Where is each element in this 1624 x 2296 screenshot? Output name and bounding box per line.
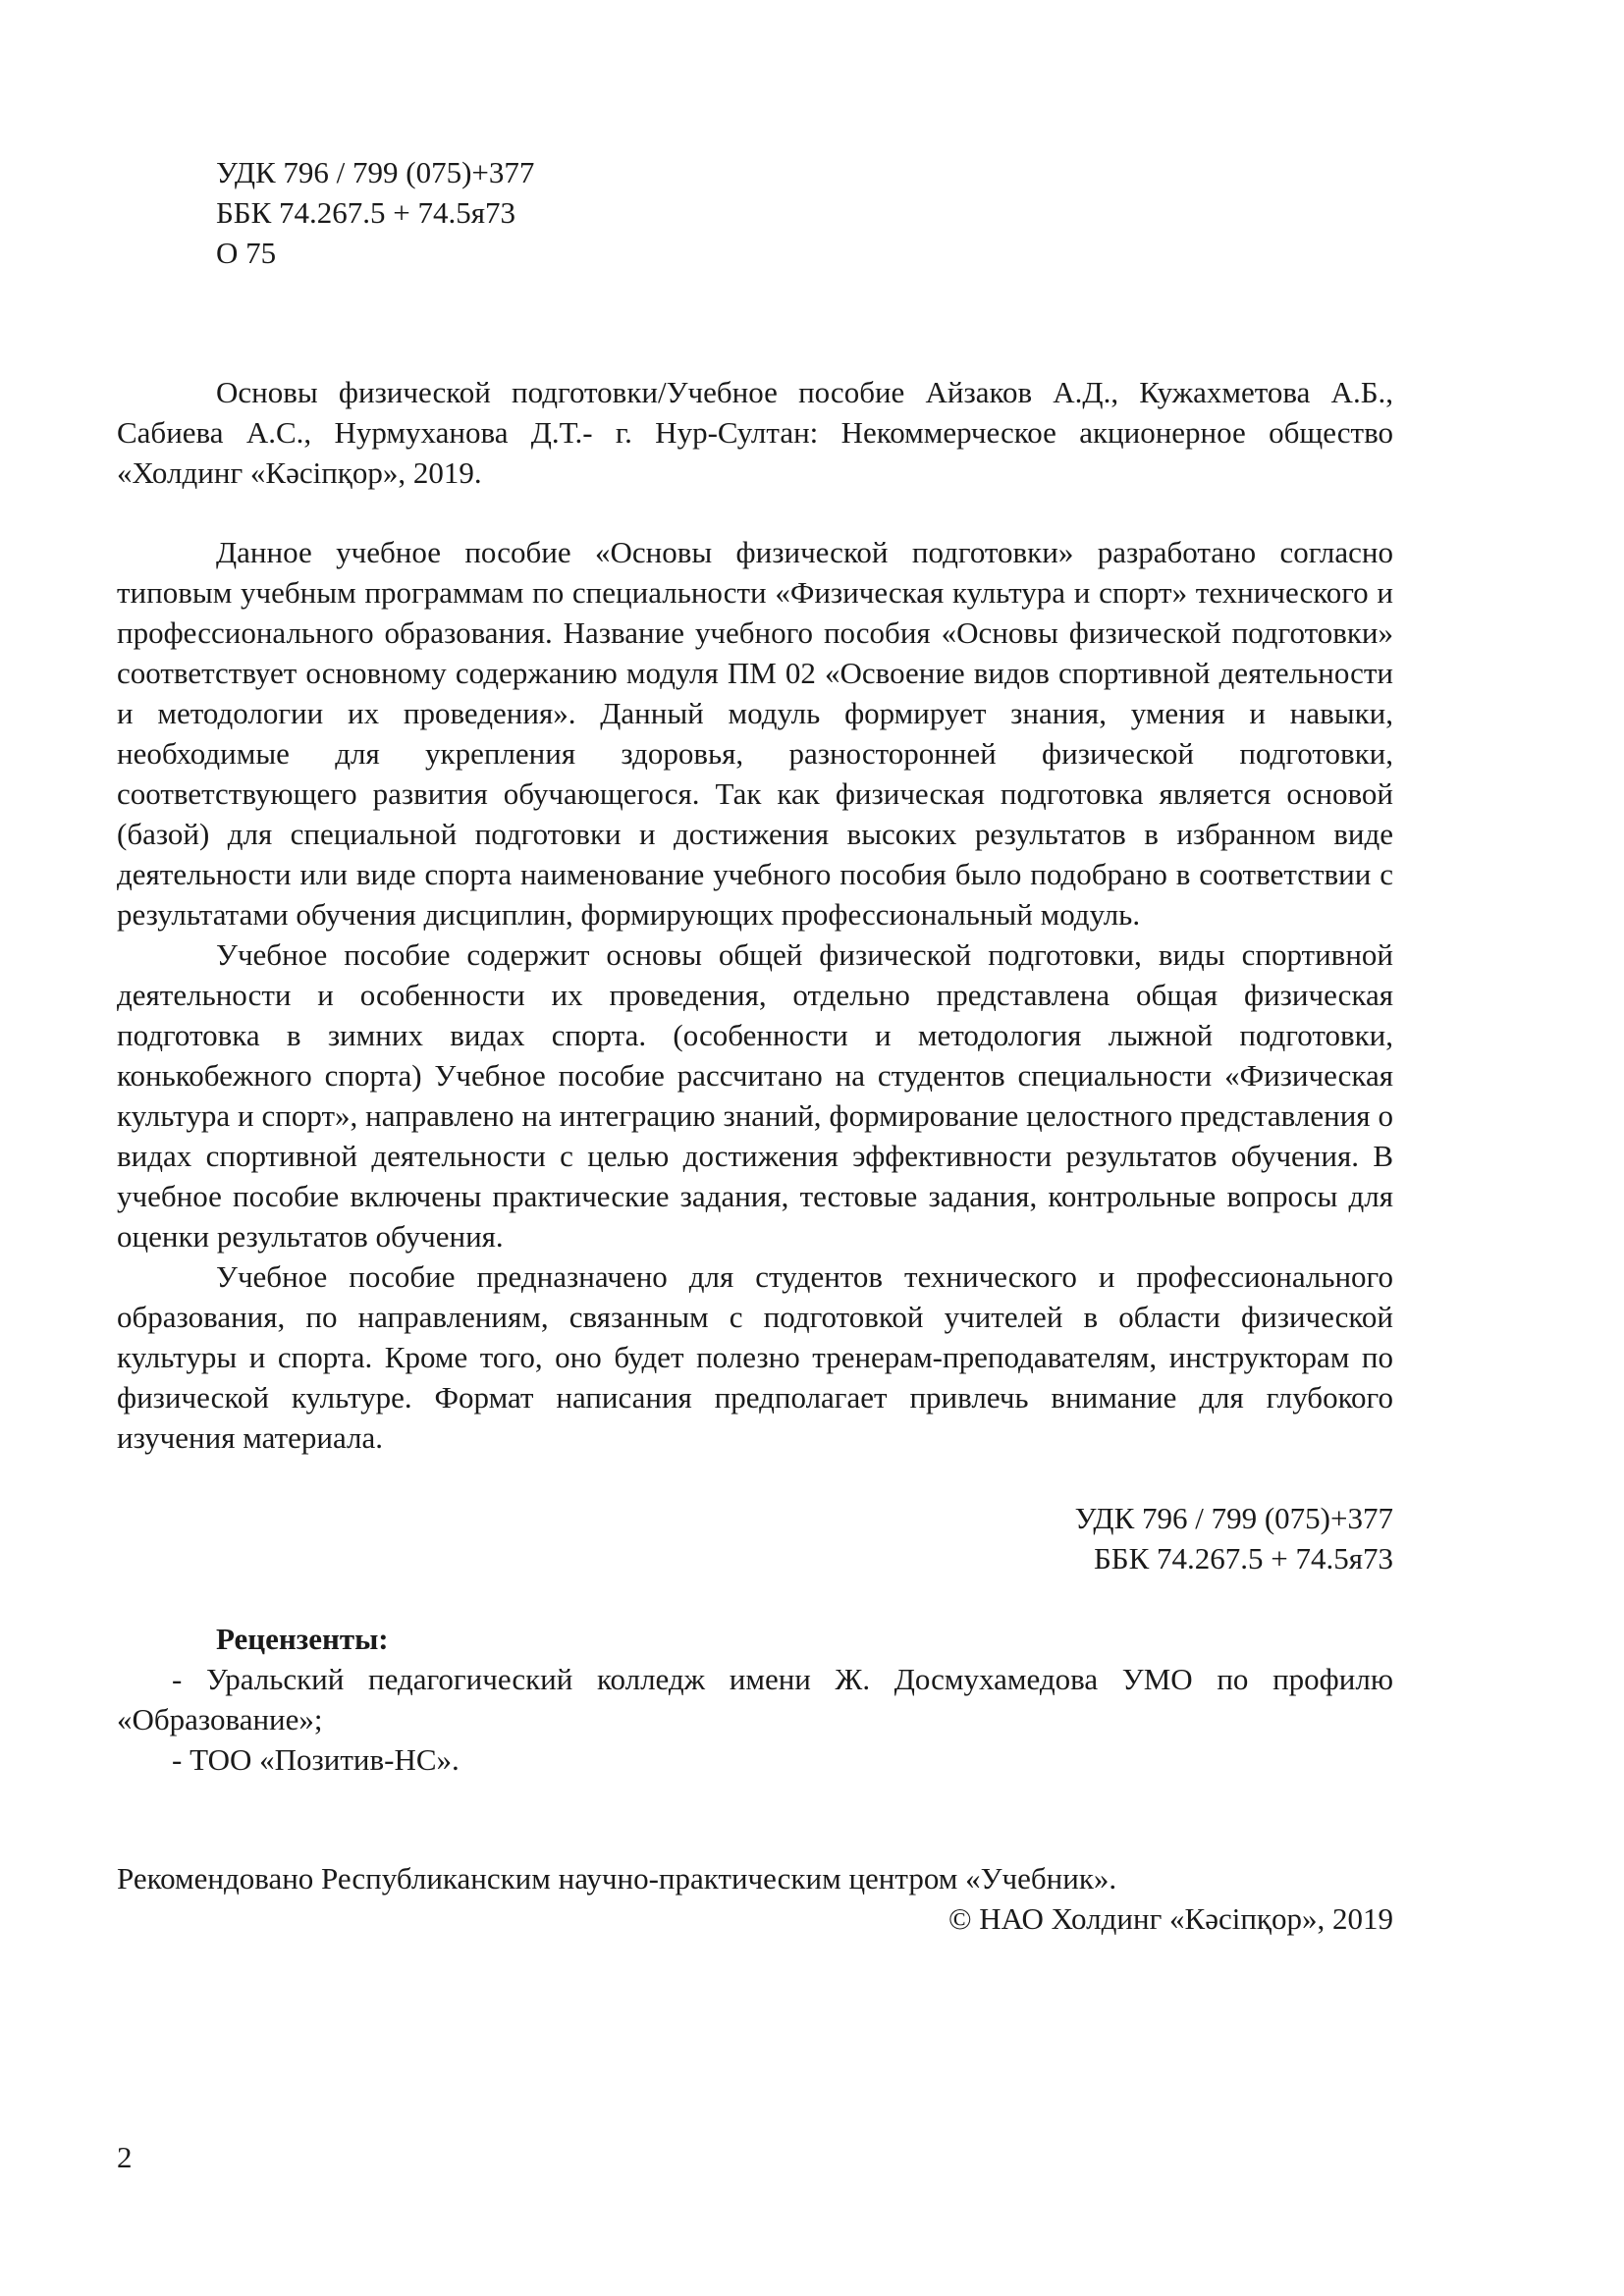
bibliographic-citation: Основы физической подготовки/Учебное пособие Айзаков А.Д., Кужахметова А.Б., Сабиева А.С., Нурмуханова Д.Т.- г. Нур-Султан: Некоммерческое акционерное общество «Холдинг «Кәсіпқор», 2019. — [117, 375, 1393, 490]
copyright-note: © НАО Холдинг «Кәсіпқор», 2019 — [947, 1901, 1393, 1936]
bbk-code-repeat: ББК 74.267.5 + 74.5я73 — [1093, 1541, 1393, 1575]
bbk-code: ББК 74.267.5 + 74.5я73 — [216, 195, 516, 230]
reviewer-item: - Уральский педагогический колледж имени Ж. Досмухамедова УМО по профилю «Образование»; — [117, 1662, 1393, 1736]
page-number: 2 — [117, 2140, 133, 2174]
author-mark: О 75 — [216, 236, 277, 270]
reviewers-section — [117, 1619, 1393, 1780]
classification-codes-repeat — [117, 1498, 1393, 1578]
annotation-paragraph: Данное учебное пособие «Основы физической подготовки» разработано согласно типовым учебным программам по специальности «Физическая культура и спорт» технического и профессионального образования. Название учебного пособия «Основы физической подготовки» соответствует основному содержанию модуля ПМ 02 «Освоение видов спортивной деятельности и методологии их проведения». Данный модуль формирует знания, умения и навыки, необходимые для укрепления здоровья, разносторонней физической подготовки, соответствующего развития обучающегося. Так как физическая подготовка является основой (базой) для специальной подготовки и достижения высоких результатов в избранном виде деятельности или виде спорта наименование учебного пособия было подобрано в соответствии с результатами обучения дисциплин, формирующих профессиональный модуль. — [117, 535, 1393, 932]
annotation-paragraph: Учебное пособие предназначено для студентов технического и профессионального образования, по направлениям, связанным с подготовкой учителей в области физической культуры и спорта. Кроме того, оно будет полезно тренерам-преподавателям, инструкторам по физической культуре. Формат написания предполагает привлечь внимание для глубокого изучения материала. — [117, 1259, 1393, 1455]
annotation — [117, 532, 1393, 1458]
udk-code: УДК 796 / 799 (075)+377 — [216, 155, 535, 189]
document-page — [117, 152, 1393, 1939]
reviewer-item: - ТОО «Позитив-НС». — [172, 1742, 460, 1777]
annotation-paragraph: Учебное пособие содержит основы общей физической подготовки, виды спортивной деятельности и особенности их проведения, отдельно представлена общая физическая подготовка в зимних видах спорта. (особенности и методология лыжной подготовки, конькобежного спорта) Учебное пособие рассчитано на студентов специальности «Физическая культура и спорт», направлено на интеграцию знаний, формирование целостного представления о видах спортивной деятельности с целью достижения эффективности результатов обучения. В учебное пособие включены практические задания, тестовые задания, контрольные вопросы для оценки результатов обучения. — [117, 937, 1393, 1254]
udk-code-repeat: УДК 796 / 799 (075)+377 — [1074, 1501, 1393, 1535]
classification-codes — [117, 152, 1393, 273]
reviewers-heading: Рецензенты: — [216, 1622, 389, 1656]
recommendation-note: Рекомендовано Республиканским научно-практическим центром «Учебник». — [117, 1861, 1117, 1896]
